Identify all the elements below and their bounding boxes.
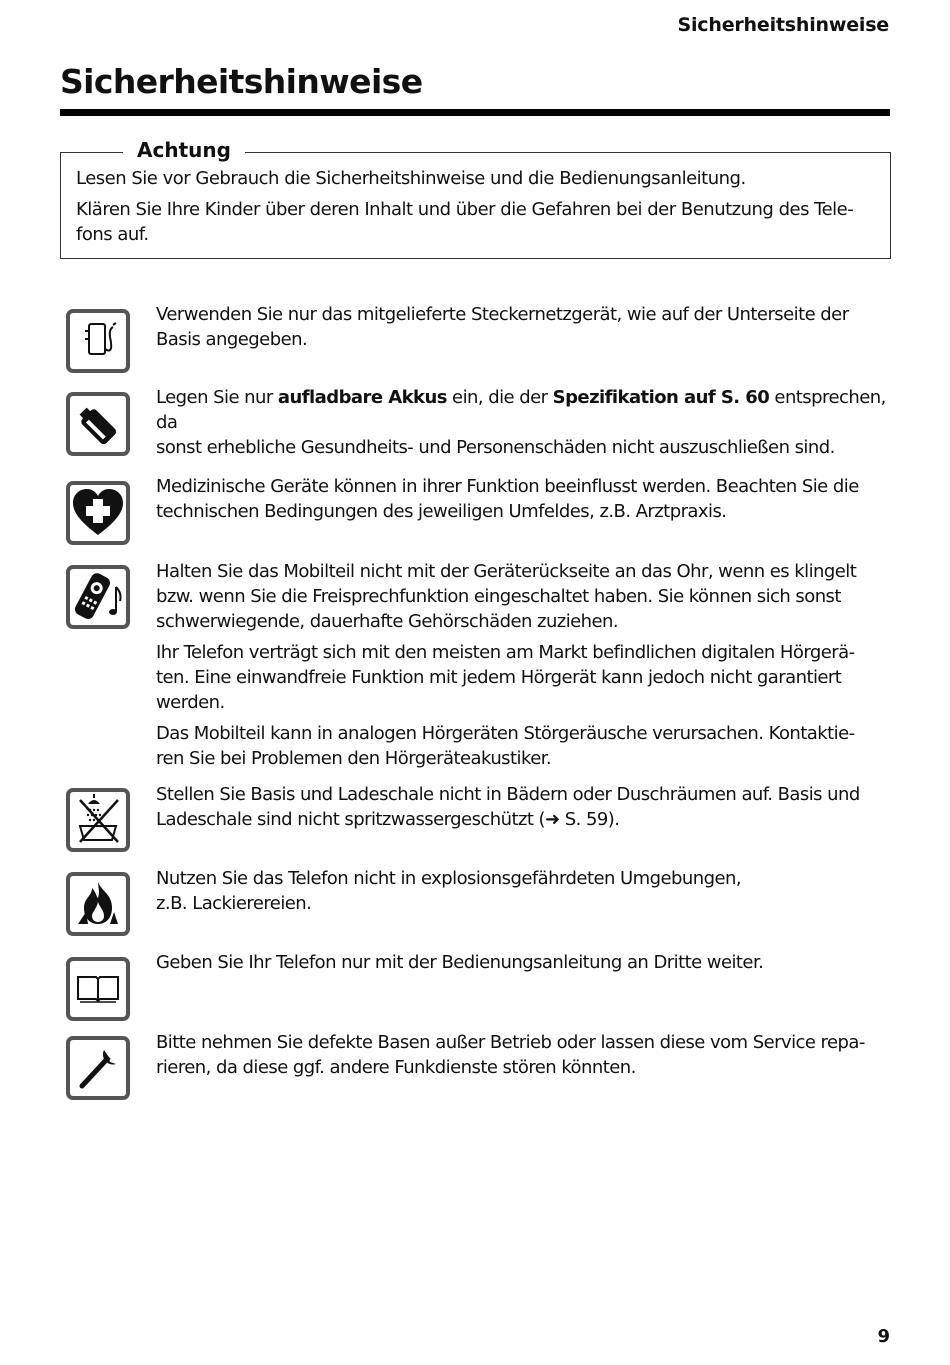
handset-sound-icon	[66, 565, 130, 629]
hearing-aid-note: Ihr Telefon verträgt sich mit den meisten am Markt befindlichen digitalen Hörgerä- ten. Eine einwandfreie Funktion mit jedem Hörgerät kann jedoch nicht garantiert werden.	[156, 642, 855, 713]
plug-adapter-icon	[66, 309, 130, 373]
battery-icon	[66, 392, 130, 456]
battery-note: Legen Sie nur aufladbare Akkus ein, die der Spezifikation auf S. 60 entsprechen, da sonst erhebliche Gesundheits- und Personenschäden nicht auszuschließen sind.	[156, 387, 886, 458]
caution-title: Achtung	[123, 138, 245, 162]
heart-cross-icon	[66, 481, 130, 545]
medical-devices-note: Medizinische Geräte können in ihrer Funktion beeinflusst werden. Beachten Sie die technischen Bedingungen des jeweiligen Umfeldes, z.B. Arztpraxis.	[156, 476, 859, 522]
explosion-note: Nutzen Sie das Telefon nicht in explosionsgefährdeten Umgebungen, z.B. Lackierereien.	[156, 868, 742, 914]
analog-hearing-aid-note: Das Mobilteil kann in analogen Hörgeräten Störgeräusche verursachen. Kontaktie- ren Sie bei Problemen den Hörgeräteakustiker.	[156, 723, 855, 769]
arrow-icon: ➜	[545, 809, 560, 830]
repair-note: Bitte nehmen Sie defekte Basen außer Betrieb oder lassen diese vom Service repa- rieren, da diese ggf. andere Funkdienste stören könnten.	[156, 1032, 865, 1078]
running-header: Sicherheitshinweise	[677, 14, 889, 36]
caution-line: Lesen Sie vor Gebrauch die Sicherheitshinweise und die Bedienungsanleitung.	[76, 168, 746, 189]
page-title: Sicherheitshinweise	[60, 62, 423, 101]
power-supply-note: Verwenden Sie nur das mitgelieferte Steckernetzgerät, wie auf der Unterseite der Basis angegeben.	[156, 304, 849, 350]
flame-icon	[66, 872, 130, 936]
caution-line: Klären Sie Ihre Kinder über deren Inhalt und über die Gefahren bei der Benutzung des Tele- fons auf.	[76, 199, 854, 245]
no-shower-icon	[66, 788, 130, 852]
open-book-icon	[66, 957, 130, 1021]
manual-note: Geben Sie Ihr Telefon nur mit der Bedienungsanleitung an Dritte weiter.	[156, 952, 764, 973]
water-note: Stellen Sie Basis und Ladeschale nicht in Bädern oder Duschräumen auf. Basis und Ladeschale sind nicht spritzwassergeschützt (➜ S. 59).	[156, 784, 860, 830]
hearing-damage-note: Halten Sie das Mobilteil nicht mit der Geräterückseite an das Ohr, wenn es klingelt bzw. wenn Sie die Freisprechfunktion eingeschaltet haben. Sie können sich sonst schwerwiegende, dauerhafte Gehörschäden zuziehen.	[156, 561, 857, 632]
title-rule	[60, 109, 890, 116]
page-number: 9	[877, 1326, 890, 1347]
wrench-icon	[66, 1036, 130, 1100]
